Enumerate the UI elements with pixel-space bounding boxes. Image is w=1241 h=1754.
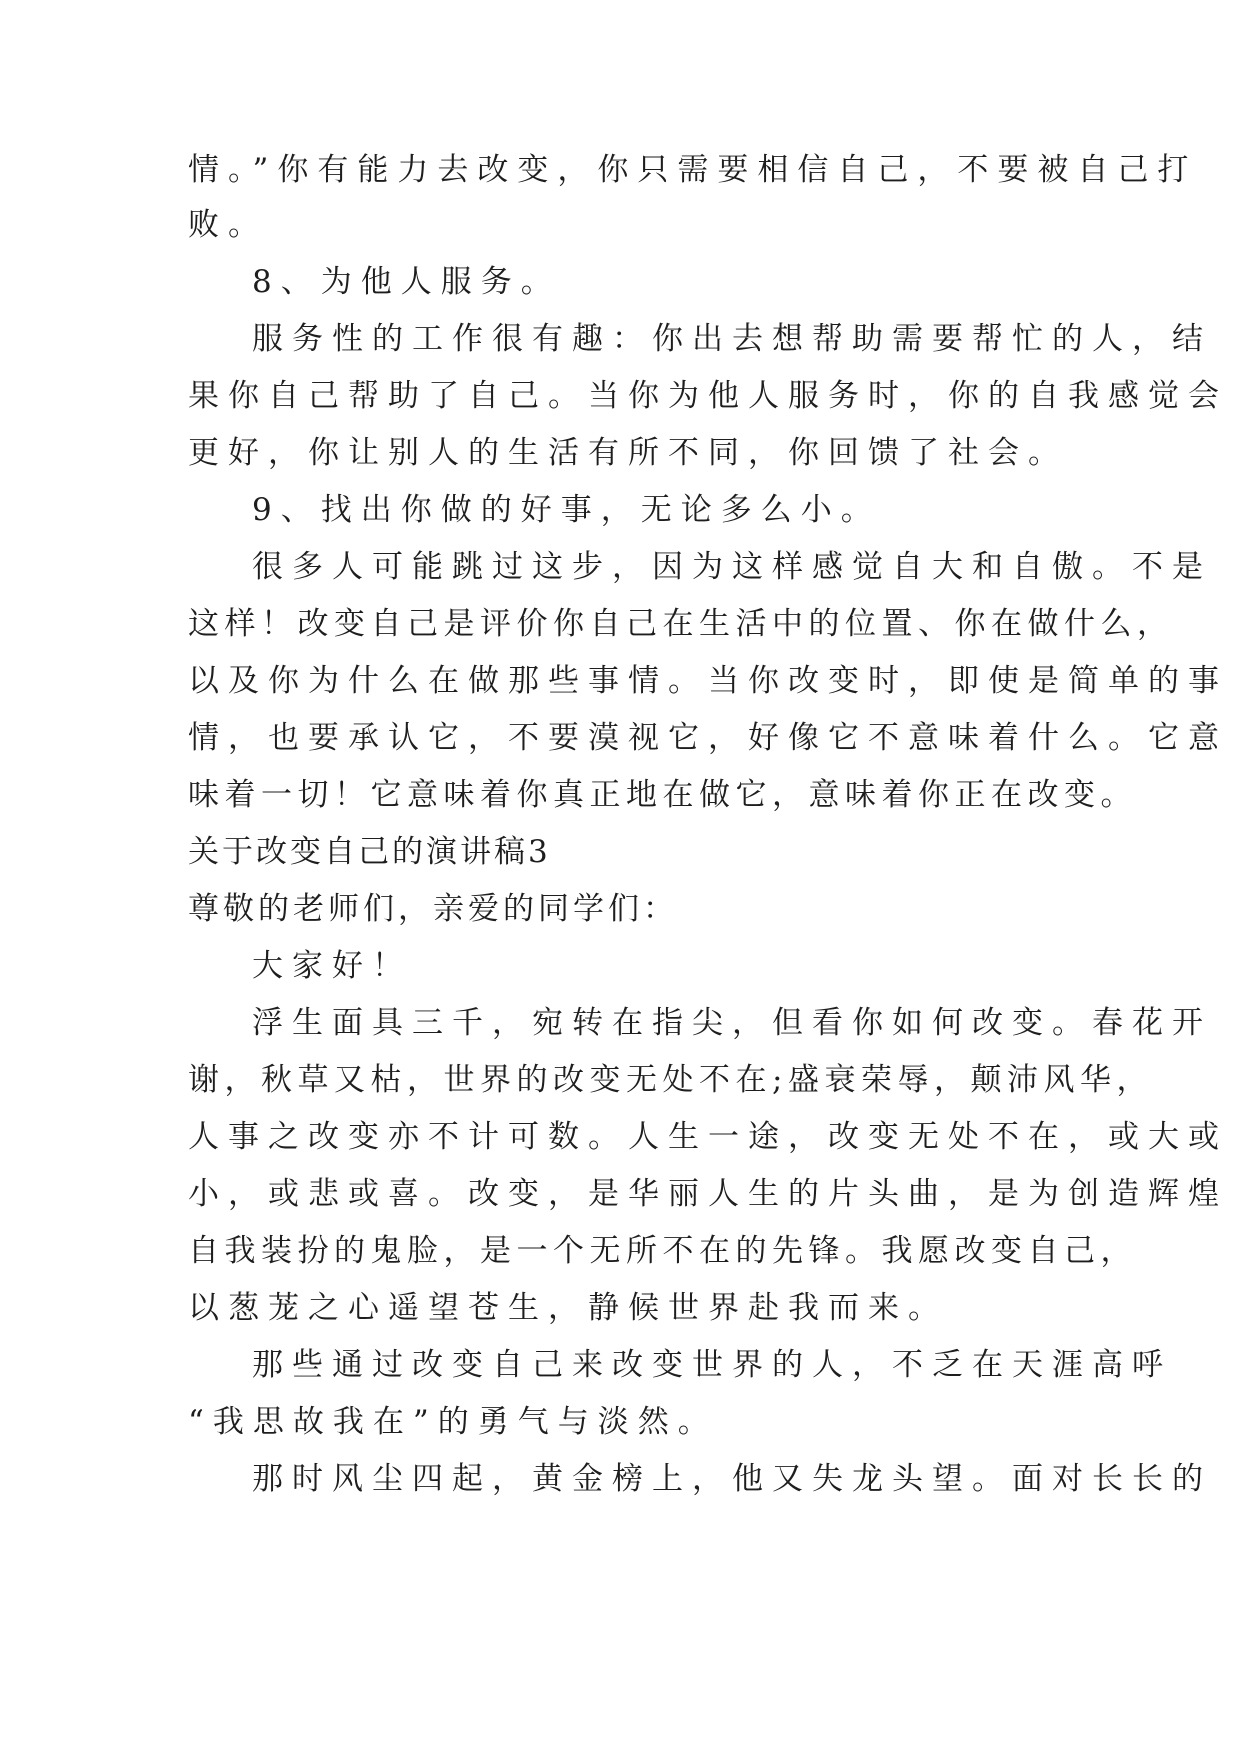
body-line: 小，或悲或喜。改变，是华丽人生的片头曲，是为创造辉煌 bbox=[188, 1176, 1228, 1212]
body-line: 味着一切！它意味着你真正地在做它，意味着你正在改变。 bbox=[188, 777, 1137, 813]
body-line: 败。 bbox=[188, 207, 268, 243]
body-line: “我思故我在”的勇气与淡然。 bbox=[188, 1404, 718, 1440]
paragraph-first-line: 很多人可能跳过这步，因为这样感觉自大和自傲。不是 bbox=[252, 549, 1212, 585]
body-line: 谢，秋草又枯，世界的改变无处不在;盛衰荣辱，颠沛风华， bbox=[188, 1062, 1153, 1098]
greeting: 大家好！ bbox=[252, 948, 412, 984]
body-line: 以及你为什么在做那些事情。当你改变时，即使是简单的事 bbox=[188, 663, 1228, 699]
body-line: 情，也要承认它，不要漠视它，好像它不意味着什么。它意 bbox=[188, 720, 1228, 756]
body-line: 更好，你让别人的生活有所不同，你回馈了社会。 bbox=[188, 435, 1068, 471]
list-item-heading: 9、找出你做的好事，无论多么小。 bbox=[252, 492, 881, 528]
paragraph-first-line: 浮生面具三千，宛转在指尖，但看你如何改变。春花开 bbox=[252, 1005, 1212, 1041]
list-item-heading: 8、为他人服务。 bbox=[252, 264, 561, 300]
paragraph-first-line: 那时风尘四起，黄金榜上，他又失龙头望。面对长长的 bbox=[252, 1461, 1212, 1497]
section-title: 关于改变自己的演讲稿3 bbox=[188, 834, 551, 870]
body-line: 情。”你有能力去改变，你只需要相信自己，不要被自己打 bbox=[188, 152, 1198, 188]
paragraph-first-line: 服务性的工作很有趣：你出去想帮助需要帮忙的人，结 bbox=[252, 321, 1212, 357]
salutation: 尊敬的老师们，亲爱的同学们： bbox=[188, 891, 678, 927]
body-line: 这样！改变自己是评价你自己在生活中的位置、你在做什么， bbox=[188, 606, 1174, 642]
body-line: 果你自己帮助了自己。当你为他人服务时，你的自我感觉会 bbox=[188, 378, 1228, 414]
body-line: 以葱茏之心遥望苍生，静候世界赴我而来。 bbox=[188, 1290, 948, 1326]
body-line: 人事之改变亦不计可数。人生一途，改变无处不在，或大或 bbox=[188, 1119, 1228, 1155]
paragraph-first-line: 那些通过改变自己来改变世界的人，不乏在天涯高呼 bbox=[252, 1347, 1172, 1383]
body-line: 自我装扮的鬼脸，是一个无所不在的先锋。我愿改变自己， bbox=[188, 1233, 1137, 1269]
